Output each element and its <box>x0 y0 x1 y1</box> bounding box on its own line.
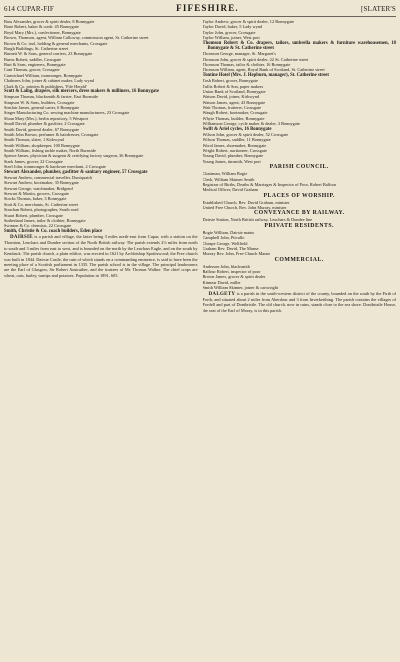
directory-entry: Singer Manufacturing Co. sewing machine manufacturers, 23 Crossgate <box>4 110 130 116</box>
directory-entry: Thomson Robert & Co. drapers, tailors, umbrella makers & furniture warehousemen, 18 Bonnygate & St. Catherine street <box>202 40 396 51</box>
dairsie-description <box>4 234 198 278</box>
directory-entry: Stuart Robert, plumber, Crossgate <box>4 212 64 218</box>
left-column <box>4 19 198 657</box>
directory-entry: Small David, plumber & gasfitter, 2 Crossgate <box>4 121 85 127</box>
resident-entry: Bogie William, Dairsie mains <box>202 229 255 235</box>
dalgety-lead: DALGETY <box>208 291 236 297</box>
directory-entry: Stark James, grocer, 22 Crossgate <box>4 158 63 164</box>
directory-entry: Thomson John, grocer & spirit dealer, 22 St. Catherine street <box>202 56 309 62</box>
directory-entry: Burns Robert, saddler, Crossgate <box>4 56 62 62</box>
directory-entry: Chalmers John, joiner & cabinet maker, Lady wynd <box>4 78 94 84</box>
directory-entry: Tontine Hotel (Mrs. J. Hepburn, manager), St. Catherine street <box>202 72 329 78</box>
right-entries <box>203 19 397 164</box>
resident-entry: Graham Rev. David, The Manse <box>202 245 259 251</box>
directory-entry: Williamson George, cycle maker & dealer, 3 Bonnygate <box>202 121 300 127</box>
places-of-worship-title: PLACES OF WORSHIP. <box>263 192 335 199</box>
directory-entry: Young James, tinsmith, West port <box>202 158 261 164</box>
directory-entry: Stewart Andrew, bootmaker, 35 Bonnygate <box>4 180 79 186</box>
directory-entry: Watson David, joiner, Kirkwynd <box>202 94 260 100</box>
directory-entry: Thomson George, manager, St. Margaret's <box>202 51 276 57</box>
directory-entry: Stewart Alexander, plumber, gasfitter & sanitary engineer, 57 Crossgate <box>4 169 148 175</box>
left-entries <box>4 19 198 234</box>
page-header <box>4 3 396 17</box>
directory-entry: Taylor David, baker, 5 Lady wynd <box>202 24 263 30</box>
conveyance-entry: Dairsie Station, North British railway, Leuchars & Dundee line <box>202 217 313 223</box>
directory-entry: Smith John Brown, perfumer & hairdresser, Crossgate <box>4 131 99 137</box>
directory-entry: Cant Thomas, grocer, Crossgate <box>4 67 60 73</box>
directory-entry: Smith William, fishing tackle maker, North Burnside <box>4 148 96 153</box>
directory-entry: Simpson Thomas, blacksmith & farrier, East Burnside <box>4 94 99 100</box>
resident-entry: Murray Rev. John, Free Church Manse <box>202 251 271 257</box>
commercial-section <box>203 257 397 291</box>
commercial-entry: Brown James, grocer & spirit dealer <box>202 274 266 280</box>
directory-entry: Smith William, shopkeeper, 100 Bonnygate <box>4 142 80 148</box>
directory-entry: Waugh Robert, bootmaker, Crossgate <box>202 110 268 116</box>
private-residents-title: PRIVATE RESIDENTS. <box>264 222 335 229</box>
commercial-lines <box>203 264 397 291</box>
commercial-title: COMMERCIAL. <box>274 256 324 263</box>
directory-entry: Burgh Buildings, St. Catherine street <box>4 45 69 51</box>
directory-entry: Brown, Thomson, agent, William Calloway, commission agent, St. Catherine street <box>4 35 149 41</box>
dairsie-text: is a parish and village, the latter being 3 miles north-east from Cupar, with a station on the Thornton, Leuchars and Dundee section of the North British railway. The parish extends 2½ miles from north to south and 3 miles from east to west, and is bounded on the north by the Leuchars Eagle, and on the south by Kemback. The parish church, a plain edifice, was erected in 1621 by Archbishop Spottiswood; the Free church was built in 1844. Dairsie Castle, the ruin of which stands on a commanding eminence, is said to have been the meeting place of a Scottish parliament in 1335. The parish school is in the village. The principal landowners are the Earl of Glasgow, Sir Robert Anstruther, and the trustees of Mr. Thomas Walker. The chief crops are wheat, oats, barley, turnips and potatoes. Population in 1891, 605. <box>4 234 198 278</box>
directory-entry: Stewart Andrew, commercial traveller, Duniquaich <box>4 174 93 180</box>
directory-entry: Taylor Andrew, grocer & spirit dealer, 12 Bonnygate <box>202 19 295 24</box>
directory-entry: Young David, plumber, Bonnygate <box>202 153 264 159</box>
resident-entry: Campbell John, Pitcullo <box>202 235 245 241</box>
directory-entry: Whyte Thomas, builder, Bonnygate <box>202 115 265 121</box>
directory-entry: Bone Robert, baker & confr. 45 Bonnygate <box>4 24 79 30</box>
directory-entry: Sutherland James, tailor & clothier, Bonnygate <box>4 217 86 223</box>
parish-council-lines <box>203 171 397 193</box>
resident-entry: Cheape George, Wellfield <box>202 240 248 246</box>
directory-entry: Union Bank of Scotland, Bonnygate <box>202 88 266 94</box>
commercial-entry: Anderson John, blacksmith <box>202 263 250 269</box>
directory-entry: Sloan Mary (Mrs.), berlin repository, 5 Westport <box>4 115 89 121</box>
parish-council-title: PARISH COUNCIL. <box>269 164 329 171</box>
right-column <box>203 19 397 657</box>
commercial-entry: Balfour Robert, inspector of poor <box>202 269 261 274</box>
commercial-entry: Smith William Skinner, joiner & cartwright <box>202 285 279 291</box>
directory-entry: Wood James, shoemaker, Bonnygate <box>202 142 267 148</box>
directory-entry: Stocks Thomas, baker, 3 Bonnygate <box>4 196 67 202</box>
directory-entry: Stott & Co. merchants, St. Catherine street <box>4 201 79 207</box>
dalgety-description <box>203 291 397 314</box>
parish-council-entry: Chairman, William Bogie <box>202 171 248 177</box>
places-of-worship-lines <box>203 200 397 211</box>
directory-entry: Carmichael William, ironmonger, Bonnygate <box>4 72 83 78</box>
commercial-entry: Kinnear David, miller <box>202 279 241 285</box>
directory-entry: Clark & Co. printers & publishers, 'Fife Herald' <box>4 83 87 89</box>
directory-entry: Stewart & Martin, grocers, Crossgate <box>4 191 69 196</box>
directory-entry: Wilson Thomas, saddler, 11 Bonnygate <box>202 137 271 143</box>
directory-entry: Brown & Co. tool, holding & general merchants, Crossgate <box>4 40 108 46</box>
directory-name: [SLATER'S <box>361 5 396 13</box>
directory-entry: Taylor William, joiner, West port <box>202 35 260 41</box>
parish-council-entry: Medical Officer, David Graham <box>202 187 258 193</box>
directory-entry: Smith David, general dealer, 67 Bonnygate <box>4 126 79 132</box>
page-number-town: 614 CUPAR-FIF <box>4 5 54 13</box>
directory-entry: Taylor John, grocer, Crossgate <box>202 29 256 35</box>
directory-entry: Watt Thomas, fruiterer, Crossgate <box>202 105 262 110</box>
directory-entry: Wright Robert, auctioneer, Crossgate <box>202 148 267 153</box>
parish-council-entry: Clerk, William Skinner Smith <box>202 176 255 182</box>
directory-entry: Tosh Robert, grocer, Bonnygate <box>202 78 258 84</box>
dalgety-text: is a parish in the south-western district of the county, bounded on the south by the Firth of Forth, and situated about 2 miles from Aberdour and 3 from Inverkeithing. The parish contains the villages of Fordell and part of Donibristle. The old church, now in ruins, stands close to the sea shore. Donibristle House, the seat of the Earl of Moray, is in this parish. <box>202 290 396 313</box>
conveyance-section <box>203 210 397 222</box>
worship-entry: United Free Church, Rev. John Murray, minister <box>202 205 287 210</box>
parish-council-entry: Registrar of Births, Deaths & Marriages & Inspector of Poor, Robert Balfour <box>202 181 337 187</box>
directory-entry: Boyd Mary (Mrs.), confectioner, Bonnygate <box>4 29 81 35</box>
parish-council-section <box>203 164 397 193</box>
directory-entry: Watson James, agent, 43 Bonnygate <box>202 99 266 105</box>
directory-entry: Smith, Christie & Co. coach builders, Eden place <box>4 228 103 234</box>
directory-entry: Smith Thomas, slater, 1 Kirkwynd <box>4 137 64 143</box>
directory-entry: Swinton & Co. chemists, 22 Crossgate <box>4 223 72 229</box>
directory-entry: Bass Alexander, grocer & spirit dealer, 8 Bonnygate <box>4 19 95 24</box>
directory-entry: Thomson William, agent, Royal Bank of Scotland, St. Catherine street <box>202 67 325 73</box>
directory-entry: Burnett W. & Sons, general carriers, 23 Bonnygate <box>4 51 93 57</box>
directory-entry: Wilson John, grocer & spirit dealer, 52 Crossgate <box>202 131 289 137</box>
directory-entry: Tullis Robert & Son, paper makers <box>202 83 264 89</box>
directory-entry: Strachan Robert, photographer, South road <box>4 207 79 213</box>
private-residents-section <box>203 223 397 257</box>
directory-entry: Steel John, ironmonger & hardware merchant, 2 Crossgate <box>4 164 106 170</box>
conveyance-title: CONVEYANCE BY RAILWAY. <box>253 210 345 217</box>
dairsie-lead: DAIRSIE <box>10 235 33 240</box>
directory-entry: Scott & Laing, drapers, silk mercers, dress makers & milliners, 16 Bonnygate <box>4 88 159 94</box>
directory-entry: Burt & Sons, engineers, Bonnygate <box>4 62 66 67</box>
directory-entry: Stewart George, watchmaker, Bridgend <box>4 185 73 191</box>
private-residents-lines <box>203 230 397 257</box>
directory-entry: Thomson Thomas, tailor & clothier, 16 Bonnygate <box>202 62 291 67</box>
places-of-worship-section <box>203 193 397 211</box>
directory-entry: Simpson W. & Sons, builders, Crossgate <box>4 99 75 105</box>
directory-entry: Spence James, physician & surgeon & certifying factory surgeon, 36 Bonnygate <box>4 153 144 159</box>
county-title: FIFESHIRE. <box>176 3 239 13</box>
directory-entry: Swift & Ariel cycles, 16 Bonnygate <box>202 126 272 132</box>
directory-entry: Sinclair James, general carter, 6 Bonnygate <box>4 105 80 110</box>
worship-entry: Established Church, Rev. David Graham, minister <box>202 199 290 205</box>
